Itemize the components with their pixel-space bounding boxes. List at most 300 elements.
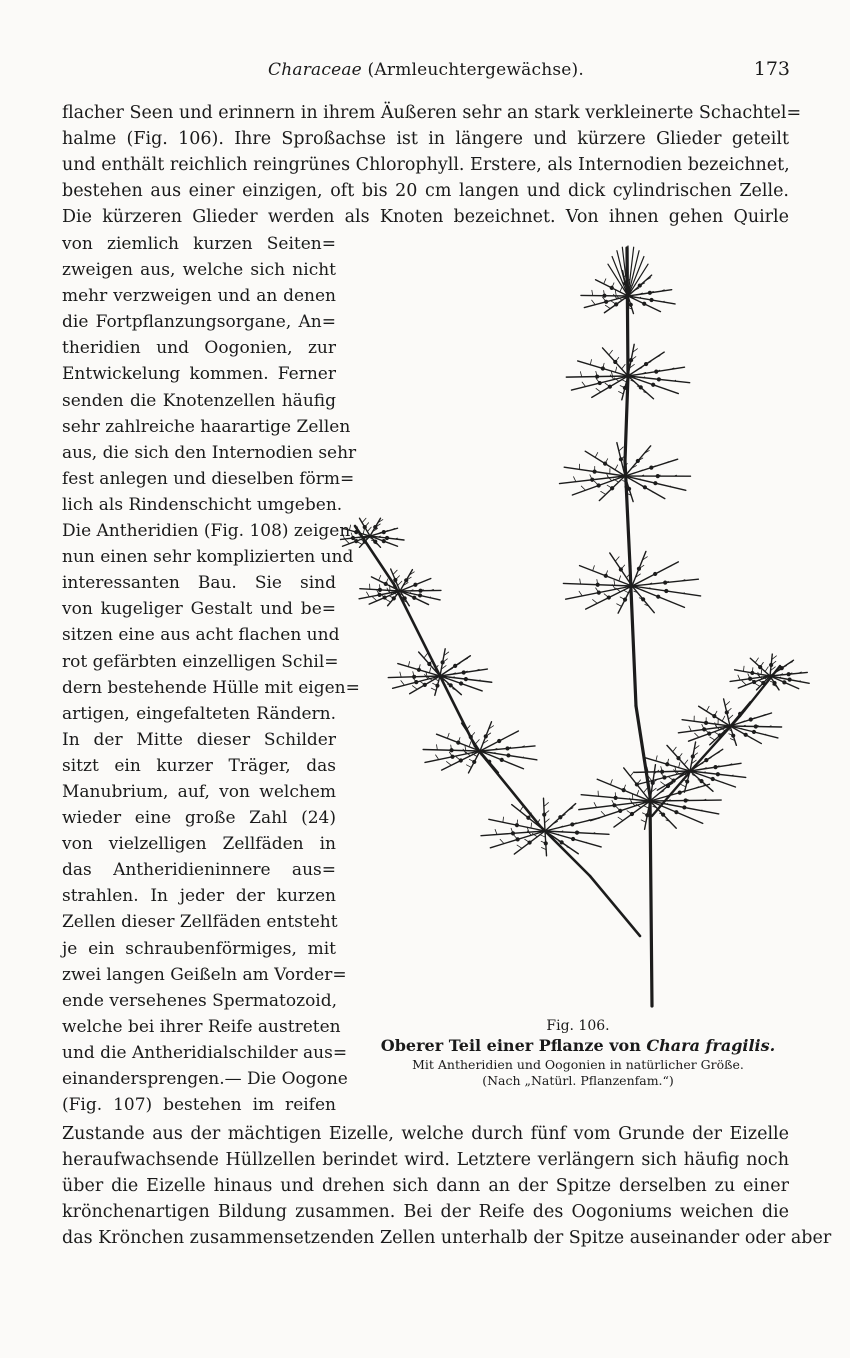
branchlet-hair: [592, 300, 596, 305]
sporangium-mark: [413, 675, 416, 678]
sporangium-mark: [714, 766, 717, 769]
branchlet-hair: [398, 581, 402, 585]
sporangium-mark: [414, 583, 417, 586]
text-line: zwei langen Geißeln am Vorder=: [62, 964, 347, 985]
figure-title-prefix: Oberer Teil einer Pflanze von: [380, 1036, 647, 1055]
text-line: welche bei ihrer Reife austreten: [62, 1016, 341, 1037]
text-line: zweigen aus, welche sich nicht: [62, 260, 336, 281]
text-line: von vielzelligen Zellfäden in: [62, 834, 336, 855]
sporangium-mark: [473, 760, 476, 763]
text-line: sehr zahlreiche haarartige Zellen: [62, 416, 351, 437]
sporangium-mark: [423, 683, 426, 686]
branchlet-hair: [345, 539, 349, 543]
text-line: krönchenartigen Bildung zusammen. Bei der Reife des Oogoniums weichen die: [62, 1202, 789, 1223]
sporangium-mark: [484, 735, 487, 738]
sporangium-mark: [675, 811, 678, 814]
sporangium-mark: [759, 666, 762, 669]
sporangium-mark: [636, 459, 639, 462]
branchlet-hair: [592, 290, 593, 295]
sporangium-mark: [571, 837, 574, 840]
sporangium-mark: [662, 813, 665, 816]
branchlet-hair: [765, 667, 768, 672]
sporangium-mark: [655, 370, 658, 373]
branchlet-hair: [761, 669, 762, 674]
body-text-wrapped-column: [62, 231, 360, 1118]
sporangium-mark: [686, 780, 689, 783]
sporangium-mark: [351, 536, 354, 539]
branchlet-hair: [617, 604, 622, 607]
branchlet-hair: [408, 662, 409, 667]
sporangium-mark: [613, 804, 616, 807]
text-line: und die Antheridialschilder aus=: [62, 1042, 348, 1063]
sporangium-mark: [419, 589, 422, 592]
branchlet-hair: [615, 367, 616, 372]
sporangium-mark: [428, 662, 431, 665]
branchlet-hair: [429, 668, 430, 673]
text-line: artigen, eingefalteten Rändern.: [62, 703, 336, 724]
sporangium-mark: [415, 681, 418, 684]
page-header: [62, 56, 790, 86]
sporangium-mark: [619, 568, 622, 571]
text-line: theridien und Oogonien, zur: [62, 338, 336, 359]
sporangium-mark: [459, 759, 462, 762]
sporangium-mark: [678, 791, 681, 794]
branchlet-hair: [601, 491, 606, 494]
branchlet-hair: [615, 557, 619, 561]
sporangium-mark: [544, 842, 547, 845]
sporangium-mark: [624, 282, 627, 285]
branchlet-hair: [673, 747, 677, 752]
branchlet-hair: [343, 534, 345, 539]
sporangium-mark: [700, 780, 703, 783]
running-title-family: Characeae: [268, 60, 362, 80]
sporangium-mark: [614, 360, 617, 363]
sporangium-mark: [507, 754, 510, 757]
running-title-german: (Armleuchtergewächse).: [361, 60, 584, 80]
sporangium-mark: [604, 462, 607, 465]
text-line: dern bestehende Hülle mit eigen=: [62, 677, 360, 698]
text-line: heraufwachsende Hüllzellen berindet wird. Letztere verlängern sich häufig noch: [62, 1150, 789, 1171]
sporangium-mark: [610, 286, 613, 289]
branchlet-hair: [349, 525, 350, 530]
branchlet-hair: [466, 765, 471, 768]
branchlet-hair: [641, 820, 646, 822]
branchlet-hair: [710, 737, 715, 740]
text-line: lich als Rindenschicht umgeben.: [62, 494, 343, 515]
branchlet-hair: [595, 452, 598, 457]
branchlet-hair: [619, 391, 624, 393]
sporangium-mark: [374, 526, 377, 529]
body-text-bottom: [62, 1121, 832, 1251]
branchlet-hair: [755, 683, 760, 686]
branchlet-hair: [544, 803, 549, 807]
sporangium-mark: [591, 478, 594, 481]
sporangium-mark: [383, 596, 386, 599]
figure-title: [368, 1035, 788, 1057]
sporangium-mark: [684, 799, 687, 802]
branchlet-hair: [586, 842, 587, 843]
branchlet-hair: [362, 518, 366, 522]
sporangium-mark: [597, 591, 600, 594]
sporangium-mark: [629, 303, 632, 306]
text-line: aus, die sich den Internodien sehr: [62, 442, 357, 463]
sporangium-mark: [559, 816, 562, 819]
branchlet-hair: [367, 527, 371, 531]
sporangium-mark: [469, 735, 472, 738]
sporangium-mark: [643, 302, 646, 305]
branchlet-hair: [637, 790, 639, 795]
sporangium-mark: [780, 667, 783, 670]
branchlet-hair: [579, 591, 582, 596]
branchlet-hair: [517, 845, 522, 848]
text-line: über die Eizelle hinaus und drehen sich dann an der Spitze derselben zu einer: [62, 1176, 789, 1197]
sporangium-mark: [506, 747, 509, 750]
text-line: bestehen aus einer einzigen, oft bis 20 cm langen und dick cylindrischen Zelle.: [62, 181, 789, 202]
sporangium-mark: [464, 678, 467, 681]
text-line: Zustande aus der mächtigen Eizelle, welche durch fünf vom Grunde der Eizelle: [62, 1124, 789, 1144]
sporangium-mark: [645, 362, 648, 365]
sporangium-mark: [652, 383, 655, 386]
sporangium-mark: [770, 663, 773, 666]
text-line: Manubrium, auf, von welchem: [62, 781, 336, 802]
sporangium-mark: [601, 367, 604, 370]
sporangium-mark: [355, 531, 358, 534]
sporangium-mark: [762, 681, 765, 684]
sporangium-mark: [643, 486, 646, 489]
branchlet-hair: [594, 803, 596, 808]
branchlet-hair: [531, 823, 532, 828]
sporangium-mark: [605, 300, 608, 303]
figure-label: Fig. 106.: [546, 1018, 610, 1034]
branchlet-hair: [643, 788, 647, 793]
sporangium-mark: [665, 589, 668, 592]
sporangium-mark: [752, 730, 755, 733]
sporangium-mark: [708, 732, 711, 735]
text-line: einandersprengen.— Die Oogone: [62, 1069, 348, 1089]
text-line: Zellen dieser Zellfäden entsteht: [62, 912, 338, 933]
sporangium-mark: [596, 375, 599, 378]
sporangium-mark: [460, 682, 463, 685]
side-stem: [590, 876, 640, 936]
branchlet-hair: [681, 784, 686, 786]
branchlet-hair: [743, 666, 744, 671]
sporangium-mark: [638, 284, 641, 287]
branchlet-hair: [742, 681, 746, 685]
sporangium-mark: [716, 773, 719, 776]
sporangium-mark: [500, 758, 503, 761]
sporangium-mark: [394, 578, 397, 581]
sporangium-mark: [378, 593, 381, 596]
sporangium-mark: [664, 581, 667, 584]
sporangium-mark: [654, 482, 657, 485]
branchlet-hair: [622, 364, 626, 369]
sporangium-mark: [639, 386, 642, 389]
branchlet-hair: [619, 447, 623, 451]
branchlet-hair: [393, 570, 397, 574]
branchlet-hair: [610, 780, 612, 785]
text-line: rot gefärbten einzelligen Schil=: [62, 651, 339, 672]
sporangium-mark: [725, 711, 728, 714]
branchlet-hair: [580, 579, 581, 584]
branchlet-hair: [605, 305, 610, 308]
sporangium-mark: [654, 572, 657, 575]
sporangium-mark: [657, 378, 660, 381]
sporangium-mark: [488, 760, 491, 763]
sporangium-mark: [454, 664, 457, 667]
plant-illustration: [340, 236, 820, 1016]
branchlet-hair: [755, 658, 758, 663]
sporangium-mark: [498, 739, 501, 742]
branchlet-hair: [503, 817, 504, 822]
sporangium-mark: [683, 806, 686, 809]
sporangium-mark: [614, 796, 617, 799]
branchlet-hair: [661, 782, 666, 786]
sporangium-mark: [718, 734, 721, 737]
sporangium-mark: [450, 749, 453, 752]
text-line: von ziemlich kurzen Seiten=: [62, 234, 336, 254]
sporangium-mark: [788, 678, 791, 681]
text-line: Die Antheridien (Fig. 108) zeigen: [62, 521, 351, 542]
text-line: je ein schraubenförmiges, mit: [62, 938, 336, 959]
sporangium-mark: [657, 595, 660, 598]
branchlet-hair: [615, 465, 618, 470]
sporangium-mark: [661, 770, 664, 773]
figure-title-species: Chara fragilis.: [646, 1036, 776, 1055]
branchlet-hair: [656, 756, 657, 761]
branchlet-hair: [558, 834, 559, 835]
branchlet-hair: [363, 529, 364, 534]
sporangium-mark: [607, 596, 610, 599]
sporangium-mark: [623, 386, 626, 389]
sporangium-mark: [749, 718, 752, 721]
text-line: halme (Fig. 106). Ihre Sproßachse ist in längere und kürzere Glieder geteilt: [62, 129, 789, 150]
sporangium-mark: [656, 475, 659, 478]
text-line: Entwickelung kommen. Ferner: [62, 364, 336, 385]
sporangium-mark: [382, 540, 385, 543]
sporangium-mark: [650, 466, 653, 469]
figure-source: (Nach „Natürl. Pflanzenfam.“): [482, 1073, 674, 1088]
sporangium-mark: [648, 291, 651, 294]
sporangium-mark: [515, 824, 518, 827]
sporangium-mark: [663, 776, 666, 779]
sporangium-mark: [384, 582, 387, 585]
sporangium-mark: [672, 779, 675, 782]
branchlet-hair: [722, 716, 725, 721]
branchlet-hair: [725, 702, 729, 706]
branchlet-hair: [379, 575, 381, 580]
branchlet-hair: [738, 675, 740, 680]
branchlet-hair: [728, 715, 732, 719]
branchlet-hair: [684, 760, 688, 765]
text-line: sitzt ein kurzer Träger, das: [62, 755, 336, 776]
text-line: sitzen eine aus acht flachen und: [62, 625, 340, 646]
branchlet-hair: [372, 597, 376, 601]
branchlet-hair: [614, 294, 618, 299]
branchlet-hair: [495, 829, 497, 834]
sporangium-mark: [598, 381, 601, 384]
sporangium-mark: [527, 816, 530, 819]
sporangium-mark: [732, 734, 735, 737]
branchlet-hair: [593, 600, 598, 604]
text-line: mehr verzweigen und an denen: [62, 286, 336, 307]
text-line: fest anlegen und dieselben förm=: [62, 468, 355, 489]
sporangium-mark: [363, 540, 366, 543]
branchlet-hair: [520, 806, 523, 811]
branchlet-hair: [695, 733, 699, 737]
text-line: Die kürzeren Glieder werden als Knoten bezeichnet. Von ihnen gehen Quirle: [62, 207, 789, 228]
page-number: 173: [753, 58, 790, 80]
side-stem: [475, 746, 540, 826]
sporangium-mark: [753, 680, 756, 683]
branchlet-hair: [436, 755, 439, 760]
branchlet-hair: [609, 350, 613, 355]
text-line: In der Mitte dieser Schilder: [62, 729, 336, 750]
branchlet-hair: [400, 672, 401, 677]
branchlet-hair: [469, 742, 471, 747]
sporangium-mark: [650, 298, 653, 301]
branchlet-hair: [475, 740, 479, 744]
sporangium-mark: [516, 838, 519, 841]
sporangium-mark: [597, 484, 600, 487]
branchlet-hair: [412, 686, 417, 690]
branchlet-hair: [630, 772, 634, 777]
sporangium-mark: [575, 831, 578, 834]
branchlet-hair: [386, 599, 391, 602]
text-line: (Fig. 107) bestehen im reifen: [62, 1095, 336, 1116]
branchlet-hair: [615, 291, 616, 296]
sporangium-mark: [739, 712, 742, 715]
figure-caption: [368, 1017, 788, 1089]
sporangium-mark: [619, 458, 622, 461]
branchlet-hair: [590, 360, 591, 365]
sporangium-mark: [751, 671, 754, 674]
branchlet-hair: [619, 576, 621, 581]
branchlet-hair: [437, 745, 438, 750]
branchlet-hair: [500, 839, 504, 843]
sporangium-mark: [666, 763, 669, 766]
sporangium-mark: [560, 841, 563, 844]
sporangium-mark: [363, 526, 366, 529]
sporangium-mark: [711, 777, 714, 780]
text-line: die Fortpflanzungsorgane, An=: [62, 312, 336, 333]
sporangium-mark: [705, 759, 708, 762]
sporangium-mark: [385, 536, 388, 539]
body-text-top: [62, 100, 802, 230]
sporangium-mark: [611, 487, 614, 490]
sporangium-mark: [571, 823, 574, 826]
branchlet-hair: [574, 477, 576, 482]
sporangium-mark: [627, 487, 630, 490]
branchlet-hair: [601, 811, 605, 815]
sporangium-mark: [635, 783, 638, 786]
branchlet-hair: [689, 726, 691, 731]
branchlet-hair: [545, 819, 550, 823]
sporangium-mark: [787, 673, 790, 676]
main-stem: [650, 796, 652, 1006]
branchlet-hair: [582, 382, 586, 387]
sporangium-mark: [593, 470, 596, 473]
sporangium-mark: [629, 359, 632, 362]
text-line: flacher Seen und erinnern in ihrem Äußeren sehr an stark verkleinerte Schachtel=: [62, 103, 802, 123]
sporangium-mark: [713, 715, 716, 718]
running-title: [62, 60, 790, 80]
branchlet-hair: [618, 817, 623, 820]
figure-subtitle: Mit Antheridien und Oogonien in natürlicher Größe.: [412, 1057, 744, 1072]
sporangium-mark: [619, 809, 622, 812]
sporangium-mark: [677, 757, 680, 760]
branchlet-hair: [620, 287, 622, 292]
sporangium-mark: [637, 567, 640, 570]
branchlet-hair: [401, 681, 405, 686]
sporangium-mark: [748, 677, 751, 680]
branchlet-hair: [679, 762, 680, 767]
side-stem: [695, 716, 740, 766]
sporangium-mark: [783, 681, 786, 684]
branchlet-hair: [447, 762, 452, 766]
sporangium-mark: [651, 781, 654, 784]
branchlet-hair: [424, 653, 428, 658]
branchlet-hair: [604, 279, 606, 284]
sporangium-mark: [441, 661, 444, 664]
text-line: interessanten Bau. Sie sind: [62, 573, 336, 594]
sporangium-mark: [603, 294, 606, 297]
sporangium-mark: [382, 531, 385, 534]
sporangium-mark: [604, 574, 607, 577]
sporangium-mark: [462, 671, 465, 674]
sporangium-mark: [704, 721, 707, 724]
text-line: wieder eine große Zahl (24): [62, 808, 336, 829]
sporangium-mark: [744, 733, 747, 736]
sporangium-mark: [754, 725, 757, 728]
text-line: von kugeliger Gestalt und be=: [62, 599, 336, 620]
sporangium-mark: [543, 813, 546, 816]
figure-chara-fragilis: [340, 236, 820, 1016]
sporangium-mark: [623, 598, 626, 601]
branchlet-hair: [614, 580, 615, 585]
branchlet-hair: [706, 706, 709, 711]
branchlet-hair: [447, 733, 449, 738]
sporangium-mark: [511, 832, 514, 835]
sporangium-mark: [630, 812, 633, 815]
sporangium-mark: [378, 588, 381, 591]
text-line: nun einen sehr komplizierten und: [62, 547, 354, 568]
sporangium-mark: [691, 755, 694, 758]
sporangium-mark: [403, 597, 406, 600]
sporangium-mark: [773, 681, 776, 684]
sporangium-mark: [413, 596, 416, 599]
sporangium-mark: [355, 540, 358, 543]
text-line: das Antheridieninnere aus=: [62, 860, 336, 881]
sporangium-mark: [457, 741, 460, 744]
text-line: und enthält reichlich reingrünes Chlorophyll. Erstere, als Internodien bezeichnet,: [62, 155, 790, 176]
sporangium-mark: [451, 755, 454, 758]
branchlet-hair: [596, 388, 601, 392]
branchlet-hair: [644, 806, 649, 808]
branchlet-hair: [593, 566, 595, 571]
sporangium-mark: [418, 594, 421, 597]
sporangium-mark: [528, 841, 531, 844]
sporangium-mark: [417, 668, 420, 671]
sporangium-mark: [646, 814, 649, 817]
branchlet-hair: [431, 688, 436, 690]
sporangium-mark: [596, 583, 599, 586]
text-line: ende versehenes Spermatozoid,: [62, 990, 338, 1011]
sporangium-mark: [703, 728, 706, 731]
branchlet-hair: [366, 592, 369, 597]
text-line: das Krönchen zusammensetzenden Zellen unterhalb der Spitze auseinander oder aber: [62, 1228, 832, 1249]
branchlet-hair: [581, 486, 585, 490]
sporangium-mark: [392, 597, 395, 600]
